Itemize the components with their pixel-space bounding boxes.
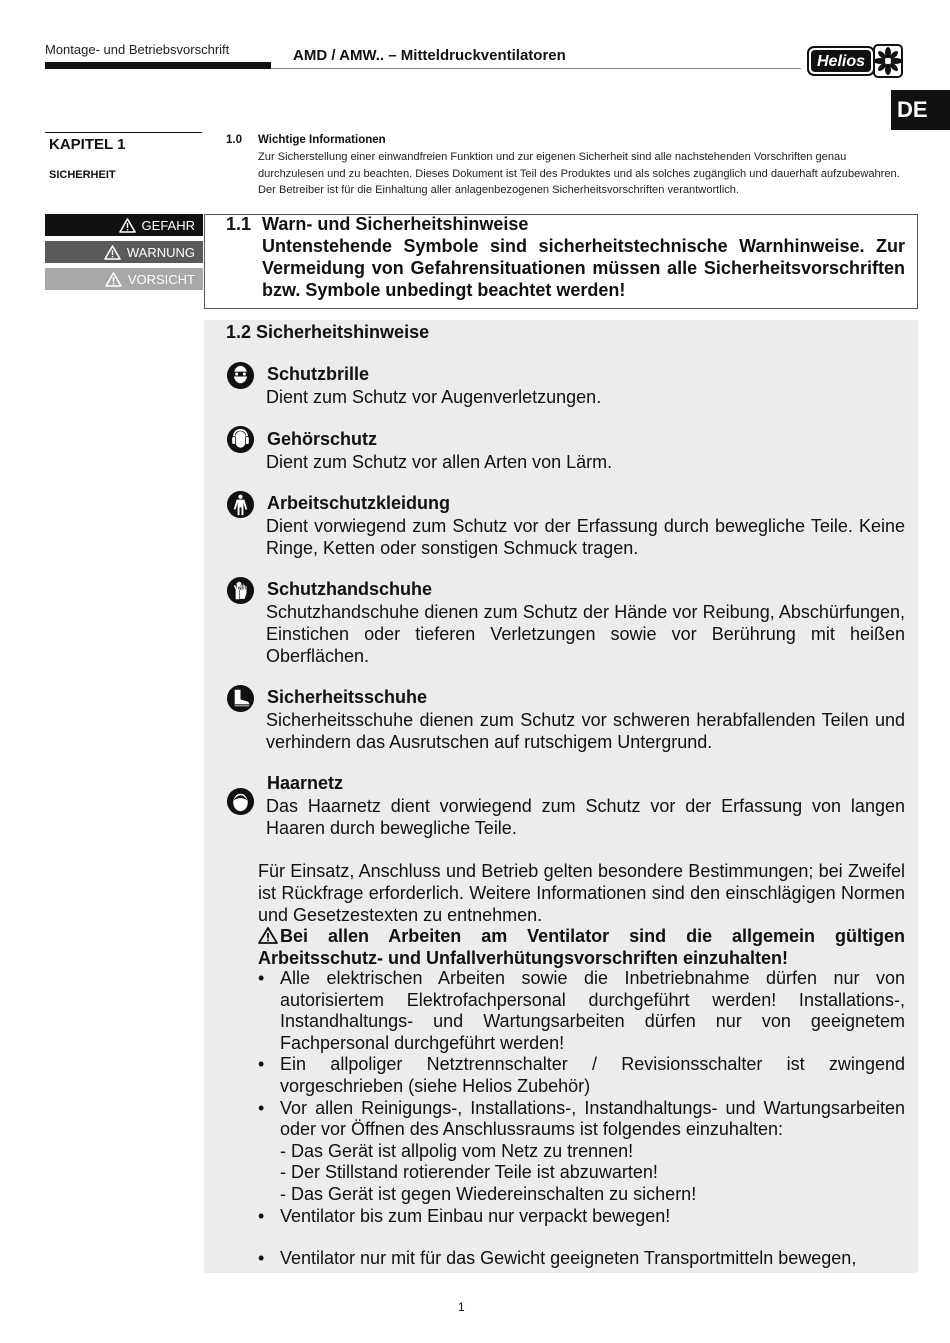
page-number: 1 [458,1300,465,1314]
list-item: • Ein allpoliger Netztrennschalter / Revisionsschalter ist zwingend vorgeschrieben (siehe Helios Zubehör) [258,1054,905,1097]
list-item: • Ventilator bis zum Einbau nur verpackt bewegen! [258,1206,905,1228]
section-1-0-text: Zur Sicherstellung einer einwandfreien Funktion und zur eigenen Sicherheit sind alle nachstehenden Vorschriften genau durchzulesen und zu beachten. Dieses Dokument ist Teil des Produktes und als solches zugänglich und dauerhaft aufzubewahren. Der Betreiber ist für die Einhaltung aller anlagenbezogenen Sicherheitsvorschriften verantwortlich. [258,151,900,196]
sub-list-item: - Das Gerät ist gegen Wiedereinschalten zu sichern! [280,1183,697,1204]
hazard-label-vorsicht [45,268,203,290]
document-title: AMD / AMW.. – Mitteldruckventilatoren [293,47,566,64]
language-tab: DE [891,90,950,130]
logo-text: Helios [816,53,866,70]
item-title-sicherheitsschuhe: Sicherheitsschuhe [267,687,428,707]
safety-goggles-icon [226,361,255,390]
item-text-schutzhandschuhe: Schutzhandschuhe dienen zum Schutz der Hände vor Reibung, Abschürfungen, Einstichen oder tieferen Verletzungen sowie vor Berührung mit heißen Oberflächen. [266,602,905,666]
sub-list-item: - Der Stillstand rotierender Teile ist abzuwarten! [280,1162,658,1183]
general-warning [258,925,905,969]
chapter-label: KAPITEL 1 [49,136,126,153]
item-title-schutzhandschuhe: Schutzhandschuhe [267,579,433,599]
warning-triangle-icon [119,218,136,233]
protective-clothing-icon [226,490,255,519]
section-1-1-number: 1.1 [226,214,252,234]
hazard-gefahr-text: GEFAHR [141,217,195,233]
section-1-0-number: 1.0 [226,134,242,146]
list-item: • Alle elektrischen Arbeiten sowie die Inbetriebnahme dürfen nur von autorisiertem Elektrofachpersonal durchgeführt werden! Installations-, Instandhaltungs- und Wartungsarbeiten dürfen nur von geeignetem Fachpersonal durchgeführt werden! [258,968,905,1054]
hairnet-icon [226,787,255,816]
item-text-sicherheitsschuhe: Sicherheitsschuhe dienen zum Schutz vor schweren herabfallenden Teilen und verhindern das Ausrutschen auf rutschigem Untergrund. [266,710,905,752]
hazard-vorsicht-text: VORSICHT [127,271,195,287]
item-title-gehoerschutz: Gehörschutz [267,429,378,449]
safety-bullet-list [258,968,905,1270]
list-item: • Vor allen Reinigungs-, Installations-, Instandhaltungs- und Wartungsarbeiten oder vor Öffnen des Anschlussraums ist folgendes einzuhalten: - Das Gerät ist allpolig vom Netz zu trennen! - Der Stillstand rotierender Teile ist abzuwarten! - Das Gerät ist gegen Wiedereinschalten zu sichern! [258,1098,905,1206]
item-title-schutzbrille: Schutzbrille [267,364,370,384]
item-text-gehoerschutz: Dient zum Schutz vor allen Arten von Lärm. [266,452,613,472]
ear-protection-icon [226,425,255,454]
safety-shoes-icon [226,684,255,713]
hazard-label-warnung [45,241,203,263]
section-1-1-title: Warn- und Sicherheitshinweise [262,214,529,234]
warning-triangle-icon [258,927,278,944]
item-text-schutzbrille: Dient zum Schutz vor Augenverletzungen. [266,387,602,407]
general-regulations-text: Für Einsatz, Anschluss und Betrieb gelten besondere Bestimmungen; bei Zweifel ist Rückfrage erforderlich. Weitere Informationen sind den einschlägigen Normen und Gesetzestexten zu entnehmen. [258,861,905,925]
section-1-1-text: Untenstehende Symbole sind sicherheitstechnische Warnhinweise. Zur Vermeidung von Gefahrensituationen müssen alle Sicherheitsvorschriften bzw. Symbole unbedingt beachtet werden! [262,236,905,300]
chapter-rule [45,132,202,133]
header-rule-thin [271,68,801,69]
sub-list-item: - Das Gerät ist allpolig vom Netz zu trennen! [280,1140,634,1161]
warning-triangle-icon [104,245,121,260]
item-title-arbeitschutzkleidung: Arbeitschutzkleidung [267,493,451,513]
hazard-label-gefahr [45,214,203,236]
helios-logo [807,44,903,78]
item-title-haarnetz: Haarnetz [267,773,344,793]
item-text-arbeitschutzkleidung: Dient vorwiegend zum Schutz vor der Erfassung durch bewegliche Teile. Keine Ringe, Ketten oder sonstigen Schmuck tragen. [266,516,905,558]
chapter-subtitle: SICHERHEIT [49,169,116,181]
header-rule-thick [45,62,271,69]
protective-gloves-icon [226,576,255,605]
section-1-2-title: 1.2 Sicherheitshinweise [226,322,430,342]
hazard-warnung-text: WARNUNG [126,244,195,260]
warning-triangle-icon [105,272,122,287]
item-text-haarnetz: Das Haarnetz dient vorwiegend zum Schutz vor der Erfassung von langen Haaren durch bewegliche Teile. [266,796,905,838]
section-1-0-title: Wichtige Informationen [258,134,386,146]
list-item: • Ventilator nur mit für das Gewicht geeigneten Transportmitteln bewegen, [258,1248,905,1270]
doc-type-label: Montage- und Betriebsvorschrift [45,42,230,57]
general-warning-text: Bei allen Arbeiten am Ventilator sind die allgemein gültigen Arbeitsschutz- und Unfallverhütungsvorschriften einzuhalten! [258,926,905,968]
